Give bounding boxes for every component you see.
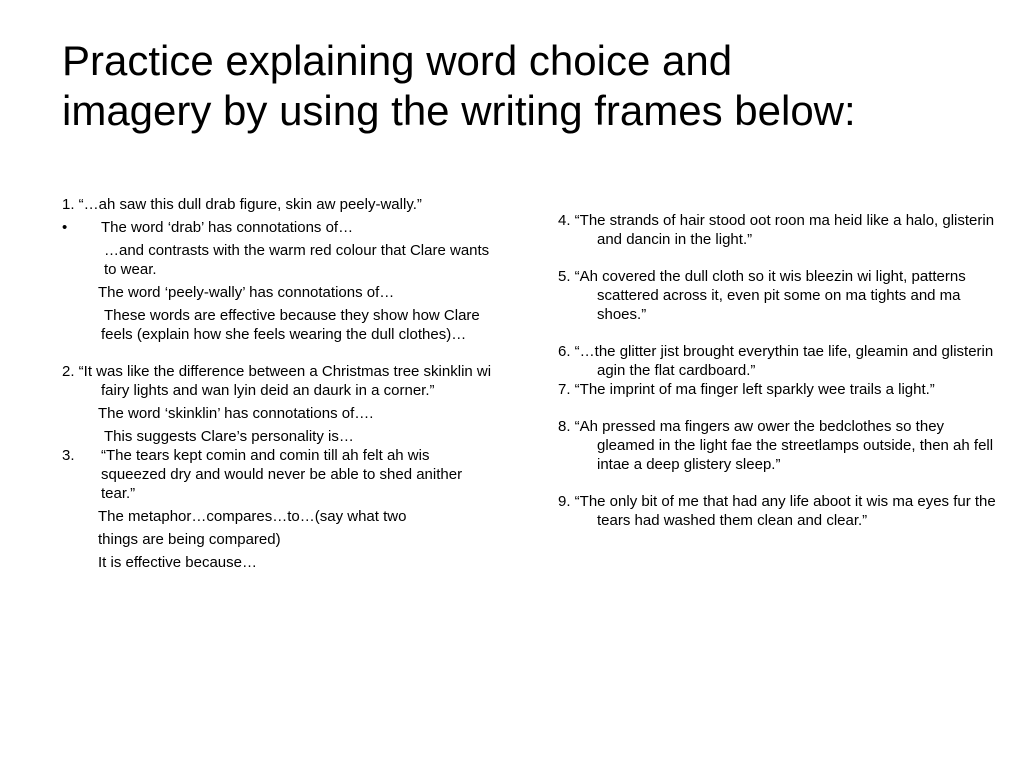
quote-1-frame-3: These words are effective because they show how Clare feels (explain how she feels wearing the dull clothes)… xyxy=(101,307,480,343)
right-column xyxy=(558,211,998,530)
quote-2-frame-1: The word ‘skinklin’ has connotations of…. xyxy=(98,405,374,422)
quote-6: 6. “…the glitter jist brought everythin tae life, gleamin and glisterin agin the flat cardboard.” xyxy=(558,343,994,379)
quote-3-frame-2: things are being compared) xyxy=(98,531,281,548)
slide-title-line-1: Practice explaining word choice and xyxy=(62,37,733,84)
slide-title xyxy=(62,36,982,136)
quote-1: 1. “…ah saw this dull drab figure, skin aw peely-wally.” xyxy=(62,196,422,213)
quote-3-frame-3: It is effective because… xyxy=(98,554,257,571)
quote-4: 4. “The strands of hair stood oot roon ma heid like a halo, glisterin and dancin in the light.” xyxy=(558,212,995,248)
quote-9: 9. “The only bit of me that had any life aboot it wis ma eyes fur the tears had washed them clean and clear.” xyxy=(558,493,996,529)
quote-3-frame-1: The metaphor…compares…to…(say what two xyxy=(98,508,407,525)
quote-1-frame-1-continued: …and contrasts with the warm red colour that Clare wants to wear. xyxy=(104,242,490,278)
quote-3 xyxy=(62,446,492,503)
bullet-marker: • xyxy=(62,219,68,236)
quote-1-frame-1 xyxy=(62,218,492,237)
quote-1-frame-2: The word ‘peely-wally’ has connotations of… xyxy=(98,284,395,301)
quote-3-number: 3. xyxy=(62,447,75,464)
quote-2: 2. “It was like the difference between a Christmas tree skinklin wi fairy lights and wan lyin deid an daurk in a corner.” xyxy=(62,363,492,399)
quote-1-frame-1-text: The word ‘drab’ has connotations of… xyxy=(101,219,354,236)
quote-2-frame-2: This suggests Clare’s personality is… xyxy=(104,428,354,445)
quote-5: 5. “Ah covered the dull cloth so it wis bleezin wi light, patterns scattered across it, even pit some on ma tights and ma shoes.” xyxy=(558,268,966,323)
quote-8: 8. “Ah pressed ma fingers aw ower the bedclothes so they gleamed in the light fae the streetlamps outside, then ah fell intae a deep glistery sleep.” xyxy=(558,418,994,473)
quote-3-text: “The tears kept comin and comin till ah felt ah wis squeezed dry and would never be able to shed anither tear.” xyxy=(101,447,463,502)
left-column xyxy=(62,195,492,572)
slide-title-line-2: imagery by using the writing frames below: xyxy=(62,87,856,134)
quote-7: 7. “The imprint of ma finger left sparkly wee trails a light.” xyxy=(558,381,935,398)
